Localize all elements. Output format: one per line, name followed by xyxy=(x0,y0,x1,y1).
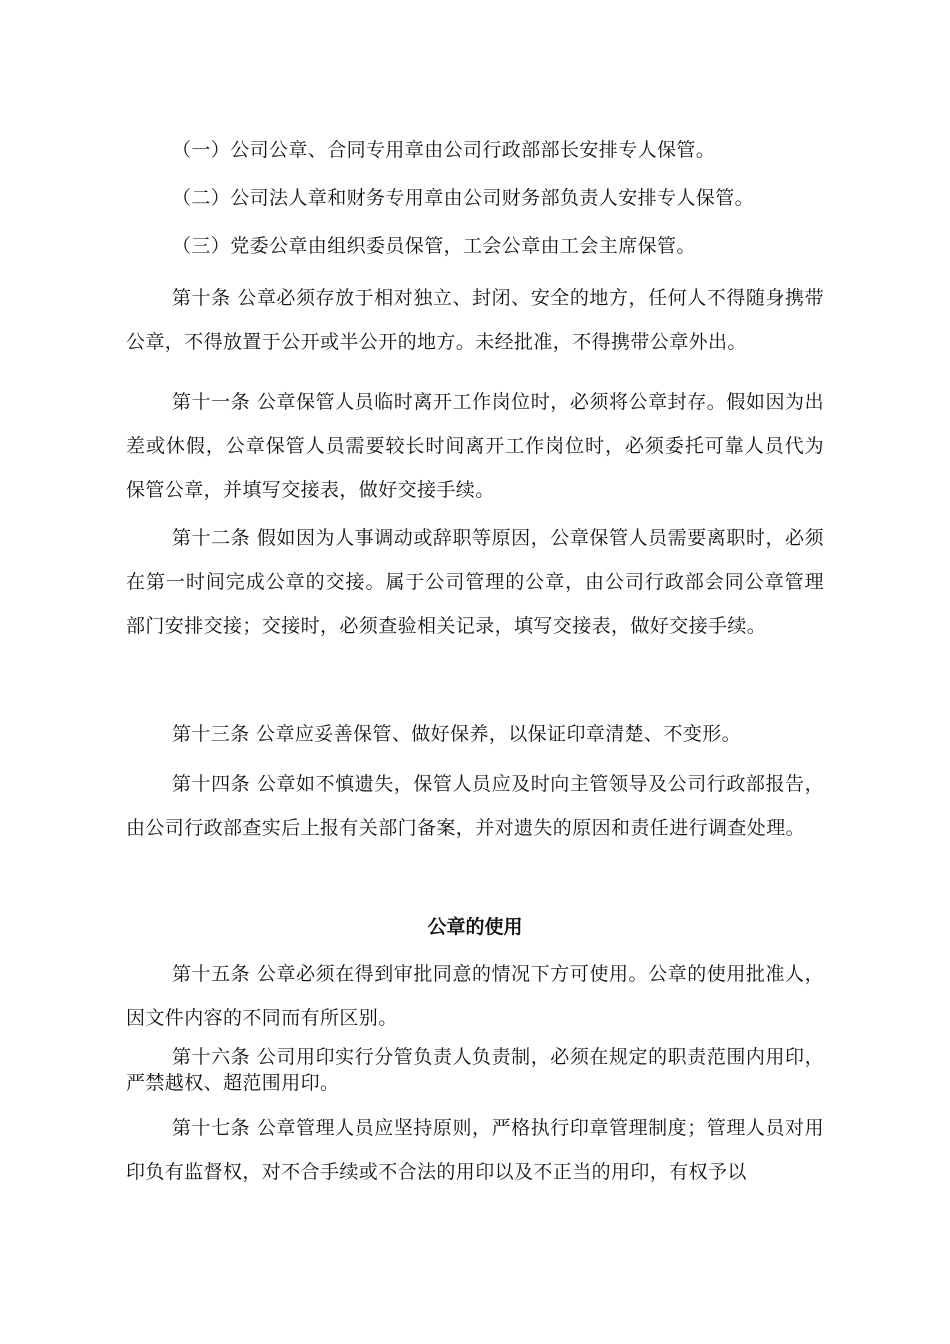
article-11: 第十一条 公章保管人员临时离开工作岗位时，必须将公章封存。假如因为出差或休假，公章保管人员需要较长时间离开工作岗位时，必须委托可靠人员代为保管公章，并填写交接表，做好交接手续。 xyxy=(126,391,824,501)
article-10: 第十条 公章必须存放于相对独立、封闭、安全的地方，任何人不得随身携带公章，不得放置于公开或半公开的地方。未经批准，不得携带公章外出。 xyxy=(126,287,824,353)
article-16: 第十六条 公司用印实行分管负责人负责制，必须在规定的职责范围内用印，严禁越权、超范围用印。 xyxy=(126,1046,824,1094)
article-17: 第十七条 公章管理人员应坚持原则，严格执行印章管理制度；管理人员对用印负有监督权，对不合手续或不合法的用印以及不正当的用印，有权予以 xyxy=(126,1117,824,1183)
paragraph-item-1: （一）公司公章、合同专用章由公司行政部部长安排专人保管。 xyxy=(172,139,716,161)
article-12: 第十二条 假如因为人事调动或辞职等原因，公章保管人员需要离职时，必须在第一时间完成公章的交接。属于公司管理的公章，由公司行政部会同公章管理部门安排交接；交接时，必须查验相关记录，填写交接表，做好交接手续。 xyxy=(126,527,824,637)
article-13: 第十三条 公章应妥善保管、做好保养，以保证印章清楚、不变形。 xyxy=(172,723,742,745)
article-14: 第十四条 公章如不慎遗失，保管人员应及时向主管领导及公司行政部报告，由公司行政部查实后上报有关部门备案，并对遗失的原因和责任进行调查处理。 xyxy=(126,773,824,839)
paragraph-item-3: （三）党委公章由组织委员保管，工会公章由工会主席保管。 xyxy=(172,235,696,257)
article-15: 第十五条 公章必须在得到审批同意的情况下方可使用。公章的使用批准人，因文件内容的不同而有所区别。 xyxy=(126,963,824,1029)
section-heading: 公章的使用 xyxy=(427,916,523,938)
paragraph-item-2: （二）公司法人章和财务专用章由公司财务部负责人安排专人保管。 xyxy=(172,187,755,209)
